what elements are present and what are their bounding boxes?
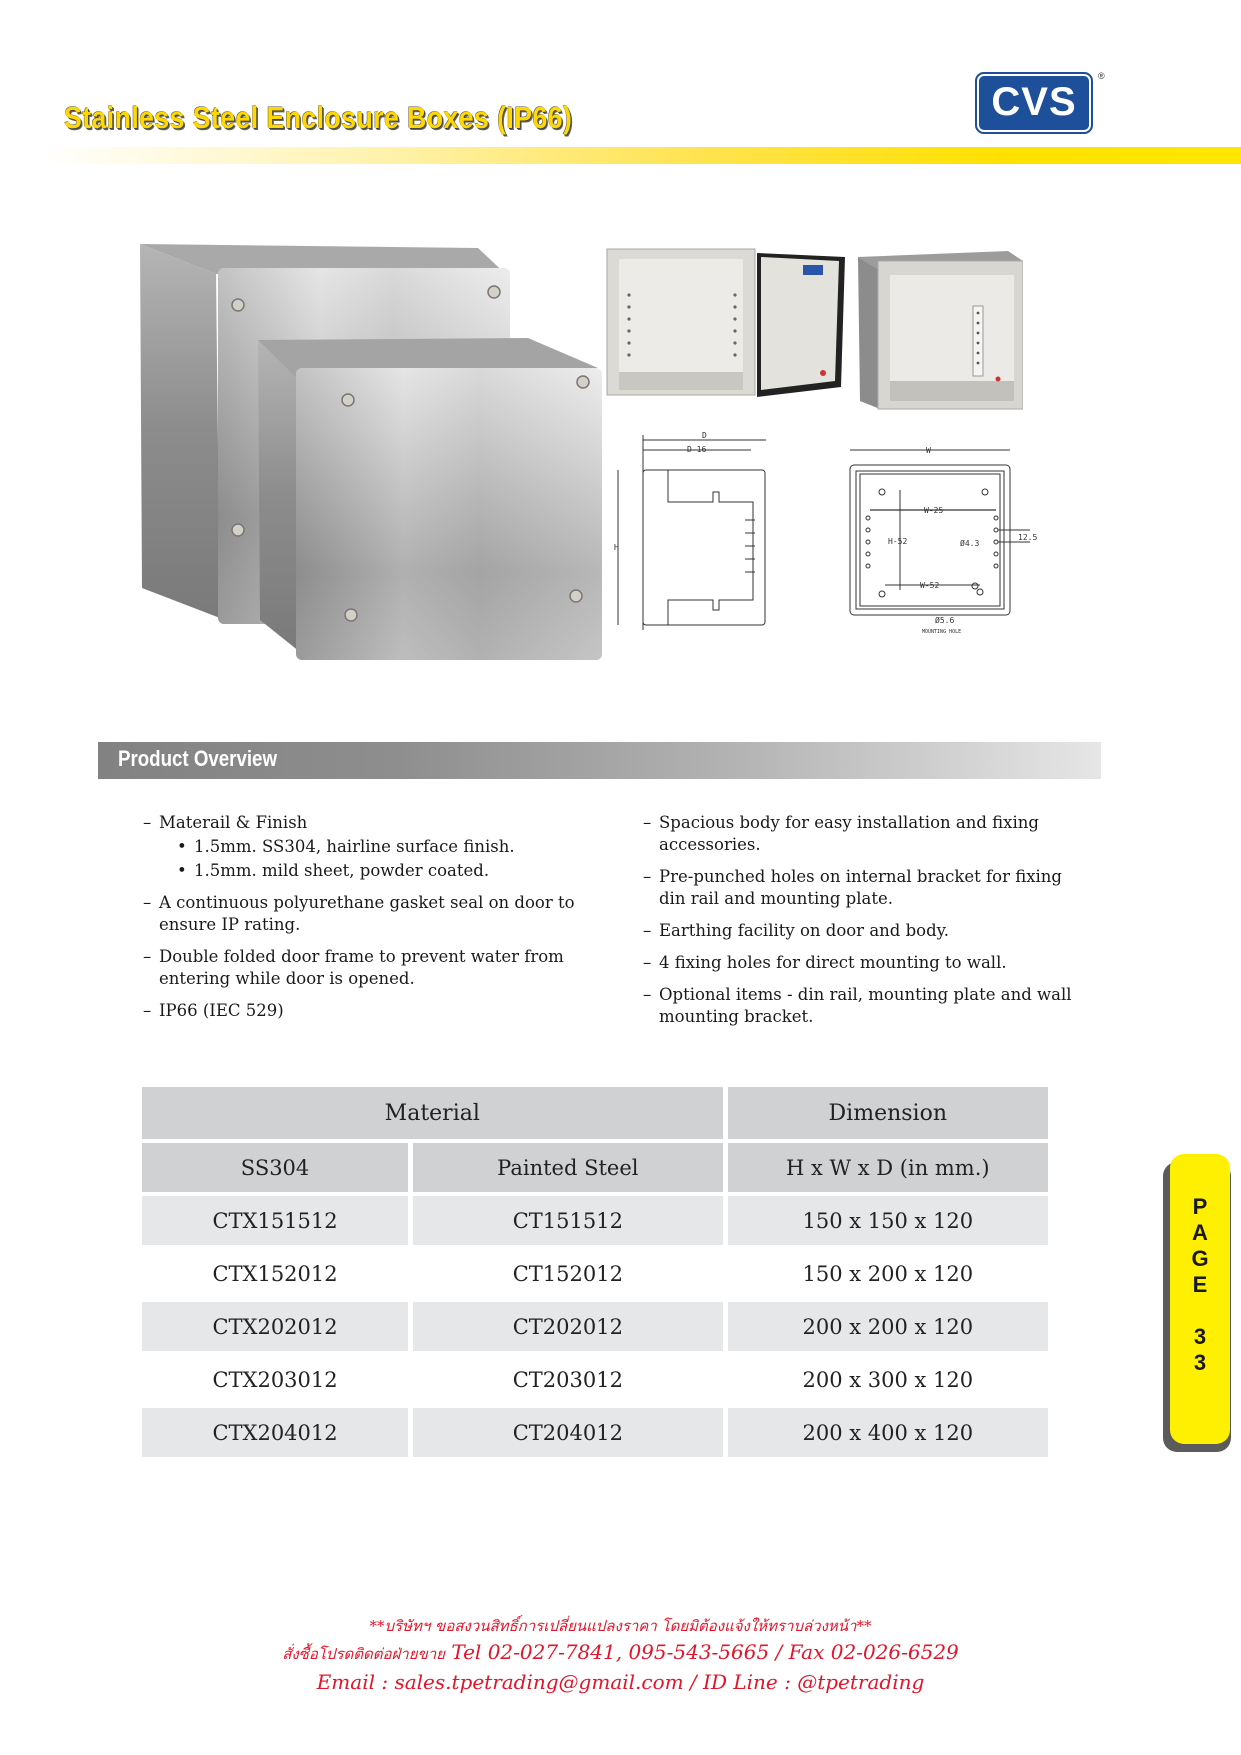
label-dia56: Ø5.6 <box>935 616 955 625</box>
email-line: Email : sales.tpetrading@gmail.com / ID Line : @tpetrading <box>316 1670 925 1694</box>
footer-contact <box>0 1614 1241 1696</box>
cell-ss304: CTX203012 <box>142 1355 408 1404</box>
table-row <box>142 1196 1048 1245</box>
title-underline-bar <box>40 147 1241 164</box>
feature-text: Materail & Finish <box>159 813 308 832</box>
screw <box>232 524 244 536</box>
table-column-header-row <box>142 1143 1048 1192</box>
front-view-drawing <box>840 440 1040 640</box>
feature-item: – Double folded door frame to prevent water from entering while door is opened. <box>143 946 613 990</box>
open-enclosure-photo <box>605 247 845 397</box>
cell-dimension: 150 x 200 x 120 <box>728 1249 1048 1298</box>
registered-mark: ® <box>1098 71 1105 81</box>
screw <box>232 299 244 311</box>
column-ss304: SS304 <box>142 1143 408 1192</box>
page-number-digit: 3 <box>1193 1324 1207 1349</box>
specification-table <box>137 1083 1053 1461</box>
enclosure-interior-photo <box>858 251 1023 411</box>
column-dimension: H x W x D (in mm.) <box>728 1143 1048 1192</box>
page-tab-letter: A <box>1192 1220 1208 1245</box>
cell-ss304: CTX204012 <box>142 1408 408 1457</box>
screw <box>570 590 582 602</box>
cell-ss304: CTX202012 <box>142 1302 408 1351</box>
cell-painted: CT204012 <box>413 1408 722 1457</box>
label-w52: W-52 <box>920 581 940 590</box>
label-dia43: Ø4.3 <box>960 539 980 548</box>
feature-item: – Earthing facility on door and body. <box>643 920 1093 942</box>
screw <box>577 376 589 388</box>
page-title: Stainless Steel Enclosure Boxes (IP66) <box>64 100 573 135</box>
feature-item: – Optional items - din rail, mounting plate and wall mounting bracket. <box>643 984 1093 1028</box>
screw <box>342 394 354 406</box>
feature-list-right <box>643 812 1093 1038</box>
table-group-header-row <box>142 1087 1048 1139</box>
section-title: Product Overview <box>118 746 278 771</box>
feature-item: – 4 fixing holes for direct mounting to wall. <box>643 952 1093 974</box>
cell-ss304: CTX152012 <box>142 1249 408 1298</box>
header-dimension: Dimension <box>728 1087 1048 1139</box>
label-d: D <box>702 431 707 440</box>
feature-item: – Pre-punched holes on internal bracket for fixing din rail and mounting plate. <box>643 866 1093 910</box>
cvs-logo <box>975 72 1093 134</box>
label-h: H <box>614 543 619 552</box>
feature-item <box>143 812 613 882</box>
cell-dimension: 150 x 150 x 120 <box>728 1196 1048 1245</box>
feature-item: – Spacious body for easy installation and fixing accessories. <box>643 812 1093 856</box>
cell-dimension: 200 x 400 x 120 <box>728 1408 1048 1457</box>
label-h52: H-52 <box>888 537 908 546</box>
side-view-drawing <box>603 430 768 630</box>
table-row <box>142 1249 1048 1298</box>
column-painted-steel: Painted Steel <box>413 1143 722 1192</box>
feature-list-left <box>143 812 613 1032</box>
small-box-side <box>258 340 300 652</box>
table-row <box>142 1302 1048 1351</box>
cell-painted: CT203012 <box>413 1355 722 1404</box>
cell-dimension: 200 x 200 x 120 <box>728 1302 1048 1351</box>
cell-painted: CT151512 <box>413 1196 722 1245</box>
feature-item: – IP66 (IEC 529) <box>143 1000 613 1022</box>
page-tab-letter: E <box>1192 1272 1208 1297</box>
label-125: 12.5 <box>1018 533 1038 542</box>
feature-sub-item: • 1.5mm. SS304, hairline surface finish. <box>159 836 613 858</box>
cell-painted: CT152012 <box>413 1249 722 1298</box>
contact-line <box>0 1638 1241 1668</box>
page-tab-letter: G <box>1191 1246 1209 1271</box>
page-tab-letter: P <box>1192 1194 1208 1219</box>
screw <box>345 609 357 621</box>
phone-fax: Tel 02-027-7841, 095-543-5665 / Fax 02-026-6529 <box>451 1640 959 1664</box>
label-d16: D-16 <box>687 445 707 454</box>
table-row <box>142 1408 1048 1457</box>
contact-prefix: สั่งซื้อโปรดติดต่อฝ่ายขาย <box>282 1645 445 1663</box>
logo-text: CVS <box>991 80 1077 124</box>
label-w: W <box>926 446 931 455</box>
price-notice: **บริษัทฯ ขอสงวนสิทธิ์การเปลี่ยนแปลงราคา โดยมิต้องแจ้งให้ทราบล่วงหน้า** <box>369 1617 872 1635</box>
screw <box>488 286 500 298</box>
page-tab <box>1170 1154 1230 1444</box>
page-number-digit: 3 <box>1193 1350 1207 1375</box>
label-mounting-hole: MOUNTING HOLE <box>922 629 962 635</box>
table-row <box>142 1355 1048 1404</box>
feature-sub-item: • 1.5mm. mild sheet, powder coated. <box>159 860 613 882</box>
cell-ss304: CTX151512 <box>142 1196 408 1245</box>
cell-dimension: 200 x 300 x 120 <box>728 1355 1048 1404</box>
label-w25: W-25 <box>924 506 944 515</box>
header-material: Material <box>142 1087 723 1139</box>
large-box-side <box>140 244 220 618</box>
feature-item: – A continuous polyurethane gasket seal on door to ensure IP rating. <box>143 892 613 936</box>
cell-painted: CT202012 <box>413 1302 722 1351</box>
main-product-photo <box>138 240 608 665</box>
